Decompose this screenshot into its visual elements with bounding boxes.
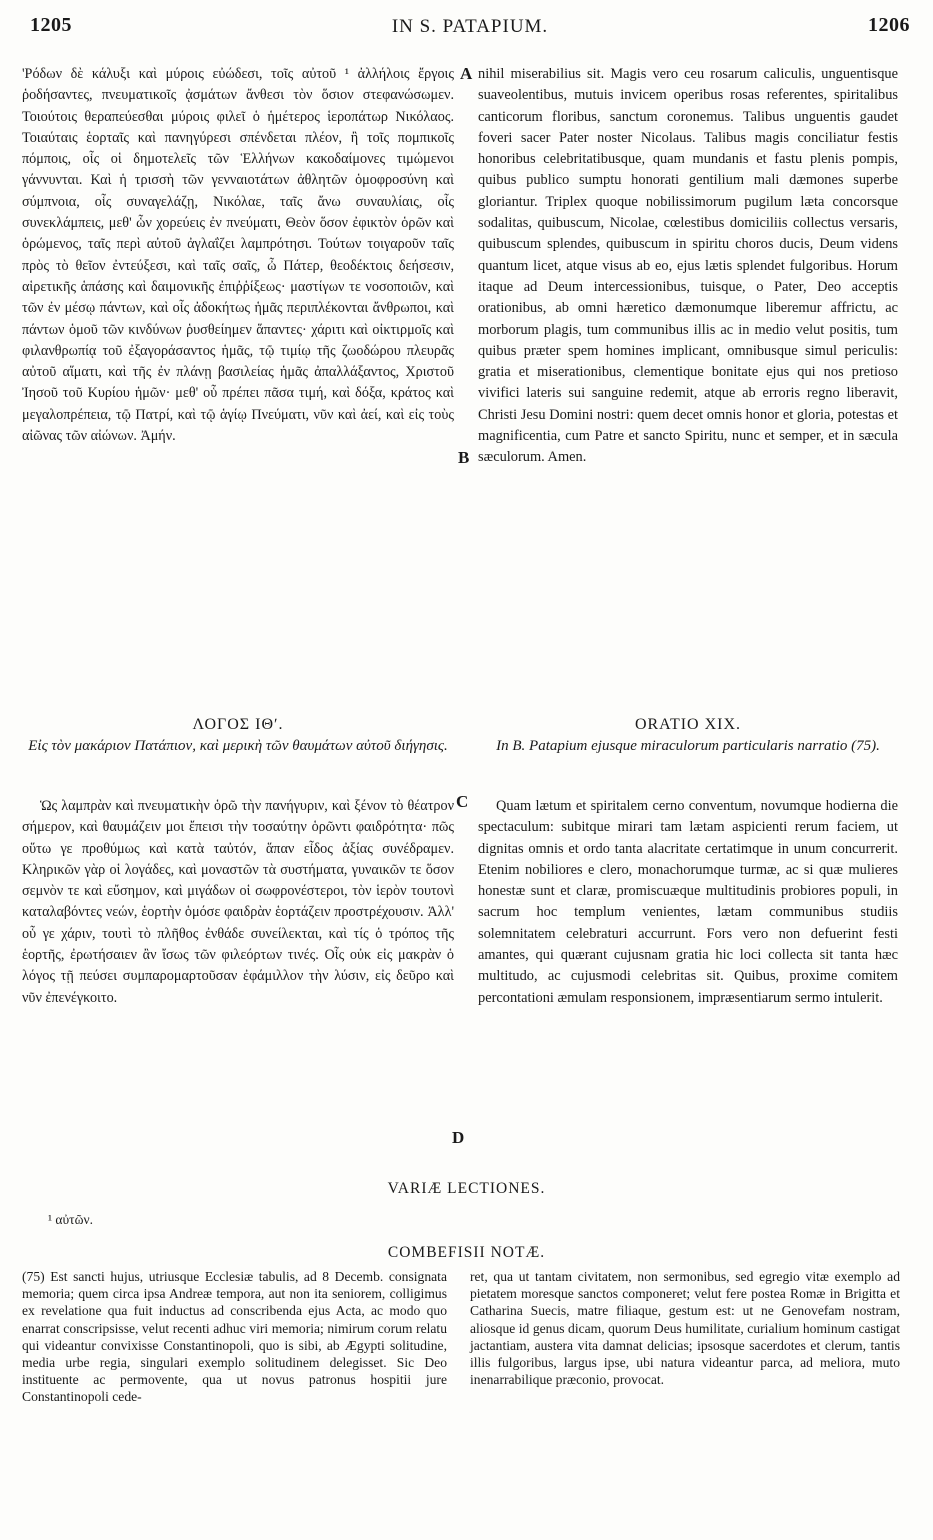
latin-paragraph-prayer: nihil miserabilius sit. Magis vero ceu rosarum caliculis, unguentisque suaveolentibus, mutuis invicem operibus rosas referentes, spiritalibus canticorum floribus, sanctum coronemus. Talibus unguentis gaudet foveri sacer Pater noster Nicolaus. Talibus magis conciliatur festis honoribus celebritatibusque, quam mundanis et fastu plenis pompis, quibus publico sumptu honorati gentilium mali dæmones superbe gloriantur. Triplex quoque nobilissimorum pugilum læta concorsque sodalitas, quibuscum, Nicolae, cœlestibus domiciliis collectus versaris, quibuscum splendes, quibuscum in spiritu choros ducis, Deum videns quantum licet, atque visus ab eo, ejus lætis splendet fulgoribus. Horum itaque ad Deum intercessionibus, tuisque, o Pater, Deo acceptis orationibus, ab omni hæretico dæmonumque liberemur affrictu, ac morborum plagis, tum communibus illis ac in medio velut positis, tum quibus præter spem homines implicant, omnibusque simul periculis: gratia et miserationibus, clementique bonitate ejus qui nos pretioso vivifici lateris sui sanguine redemit, atque ab erroris regno liberavit, Christi Jesu Domini nostri: quem decet omnis honor et gloria, potestas et magnificentia, cum Patre et sancto Spiritu, nunc et semper, et in sæcula sæculorum. Amen. (478, 66, 898, 466)
latin-column-top (478, 64, 898, 469)
variae-lectiones-heading: VARIÆ LECTIONES. (387, 1180, 546, 1197)
latin-paragraph-oration: Quam lætum et spiritalem cerno conventum, novumque hodierna die spectaculum: subitque mirari tam lætam aspicienti rerum faciem, ut dignitas omnis et ordo tanta alacritate certatimque in unum concurrerit. Etenim nobiliores e clero, monachorumque turmæ, ac si quæ mulieres honestæ sunt et claræ, promiscuæque multitudinis probiores populi, in sacrum hoc templum venientes, lætam communibus studiis solemnitatem celebraturi accurrunt. Fors vero non defuerint festi amantes, qui quærant cujusnam gratia hic loci collecta sit tanta hæc multitudo, ac cujusmodi celebritas sit. Quibus, proxime comitem percontationi æmulam responsionem, impræsentiarum sermo intulerit. (478, 798, 898, 1006)
greek-column-body (22, 796, 454, 1009)
latin-oration-subtitle: In B. Patapium ejusque miraculorum particularis narratio (75). (496, 738, 880, 754)
margin-marker-c: C (456, 792, 469, 811)
page-number-right: 1206 (868, 14, 910, 36)
combefis-notes-heading: COMBEFISII NOTÆ. (387, 1244, 546, 1261)
latin-column-body (478, 796, 898, 1009)
greek-column-top (22, 64, 454, 447)
running-title: IN S. PATAPIUM. (391, 16, 549, 37)
greek-oration-heading: ΛΟΓΟΣ ΙΘʹ. (192, 716, 284, 733)
greek-section-heading-block (22, 716, 454, 756)
margin-marker-d: D (452, 1128, 465, 1147)
variant-reading: ¹ αὐτῶν. (48, 1212, 93, 1227)
greek-paragraph-prayer: 'Ρόδων δὲ κάλυξι καὶ μύροις εὐώδεσι, τοῖς αὐτοῦ ¹ ἀλλήλοις ἔργοις ῥοδήσαντες, πνευματικοῖς ᾀσμάτων ἄνθεσι τὸν ὅσιον στεφανώσωμεν. Τοιούτοις θεραπεύεσθαι μύροις φιλεῖ ὁ ἡμέτερος ἱεροπάτωρ Νικόλαος. Τοιαύταις ἑορταῖς καὶ πανηγύρεσι σπένδεται πλέον, ἢ τοῖς πομπικοῖς πόμποις, οἷς οἱ δημοτελεῖς τῶν Ἑλλήνων κακοδαίμονες τιμώμενοι γάννυνται. Καὶ ἡ τρισσὴ τῶν γενναιοτάτων ἀθλητῶν ὁμοφροσύνη καὶ σύμπνοια, οἷς συναγελάζῃ, Νικόλαε, ταῖς ἄνω συναυλίαις, οἷς συνεκλάμπεις, μεθ' ὧν χορεύεις ἐν πνεύματι, Θεὸν ὅσον ἐφικτὸν ὁρῶν καὶ ὁρώμενος, ταῖς περὶ αὐτοῦ ἀγλαΐζει λαμπρότησι. Τούτων τοιγαροῦν ταῖς πρὸς τὸ θεῖον ἐντεύξεσι, καὶ ταῖς σαῖς, ὦ Πάτερ, θεοδέκτοις δεήσεσιν, αἱρετικῆς ἁπάσης καὶ δαιμονικῆς ἐπιῤῥίξεως· μαστίγων τε νοσοποιῶν, καὶ τῶν ἐν μέσῳ πάντων, καὶ οἷς ἀδοκήτως ἡμᾶς περιπλέκονται ἄνθρωποι, καὶ πάντων ὁμοῦ τῶν κινδύνων ῥυσθείημεν ἅπαντες· χάριτι καὶ οἰκτιρμοῖς καὶ φιλανθρωπίᾳ τοῦ ἐξαγοράσαντος ἡμᾶς, τῷ τιμίῳ τῆς ζωοδώρου πλευρᾶς αὐτοῦ αἵματι, καὶ τῆς ἐν πλάνῃ βασιλείας ἡμᾶς ἀπαλλάξαντος, Χριστοῦ Ἰησοῦ τοῦ Κυρίου ἡμῶν· μεθ' οὗ πρέπει πᾶσα τιμή, καὶ δόξα, κράτος καὶ μεγαλοπρέπεια, τῷ Πατρί, καὶ τῷ ἁγίῳ Πνεύματι, νῦν καὶ ἀεί, καὶ εἰς τοὺς αἰῶνας τῶν αἰώνων. Ἀμήν. (22, 66, 454, 445)
notes-column-left (22, 1268, 447, 1406)
margin-marker-a: A (460, 64, 473, 83)
greek-paragraph-oration: Ὡς λαμπρὰν καὶ πνευματικὴν ὁρῶ τὴν πανήγυριν, καὶ ξένον τὸ θέατρον σήμερον, καὶ θαυμάζειν μοι ἔπεισι τὴν τοσαύτην ὁρῶντι φαιδρότητα· πῶς οὕτω γε προθύμως καὶ κατὰ ταὐτόν, ἅπαν εἶδος ἀξίας συνέδραμεν. Κληρικῶν γὰρ οἱ λογάδες, καὶ μοναστῶν τὰ συστήματα, γυναικῶν τε ὅσον σεμνὸν τε καὶ εὔσημον, καὶ μιγάδων οἱ σωφρονέστεροι, τὸν ἱερὸν τουτονὶ καταλαβόντες νεών, ἑορτὴν ὁμόσε φαιδρὰν ἑορτάζειν προστρέχουσιν. Ἀλλ' οὗ γε χάριν, τουτὶ τὸ πλῆθος ἐνθάδε συνείλεκται, καὶ τίς ὁ τρόπος τῆς ἑορτῆς, ἐρωτήσαιεν ἂν ἴσως τῶν φιλεόρτων τινές. Οἷς οὐκ εἰς μακρὰν ὁ λόγος τῇ πεύσει συμπαρομαρτοῦσαν ἐφάμιλλον τὴν λύσιν, εἰς δεῦρο καὶ νῦν ἐπενέγκοιτο. (22, 798, 454, 1006)
page-header (30, 6, 910, 42)
notes-column-right (470, 1268, 900, 1388)
greek-oration-subtitle: Εἰς τὸν μακάριον Πατάπιον, καὶ μερικὴ τῶν θαυμάτων αὐτοῦ διήγησις. (28, 738, 448, 754)
page-number-left: 1205 (30, 14, 72, 36)
note-75-part-2: ret, qua ut tantam civitatem, non sermonibus, sed egregio vitæ exemplo ad pietatem moresque sanctos componeret; velut fere postea Romæ in Brigitta et Catharina Suecis, matre filiaque, gestum est: ut ne Genovefam nostram, aliosque id genus dicam, quorum Deus humilitate, curialium hominum castigat jactantiam, austera vita damnat delicias; ipsosque sacerdotes et clerum, tantis illis fulgoribus, largus ipse, ubi natura videantur parca, ad meliora, muto inenarrabilique præconio, provocat. (470, 1269, 900, 1388)
note-75-part-1: (75) Est sancti hujus, utriusque Ecclesiæ tabulis, ad 8 Decemb. consignata memoria; quem circa ipsa Andreæ tempora, aut non ita seniorem, colligimus ex revelatione qua fuit inductus ad conscribenda ejus Acta, ac modo quo enarrat conscripsisse, velut recenti adhuc viri memoria; nimirum corum relatu qui videantur convixisse Constantinopoli, quo is sibi, ab Ægypti solitudine, media urbe regia, singulari exemplo solitudinem delegisset. Sic Deo instituente ac permovente, qua ut novus patronus hospitii jure Constantinopoli cede- (22, 1269, 447, 1405)
latin-oration-heading: ORATIO XIX. (634, 716, 742, 733)
latin-section-heading-block (478, 716, 898, 756)
margin-marker-b: B (458, 448, 470, 467)
